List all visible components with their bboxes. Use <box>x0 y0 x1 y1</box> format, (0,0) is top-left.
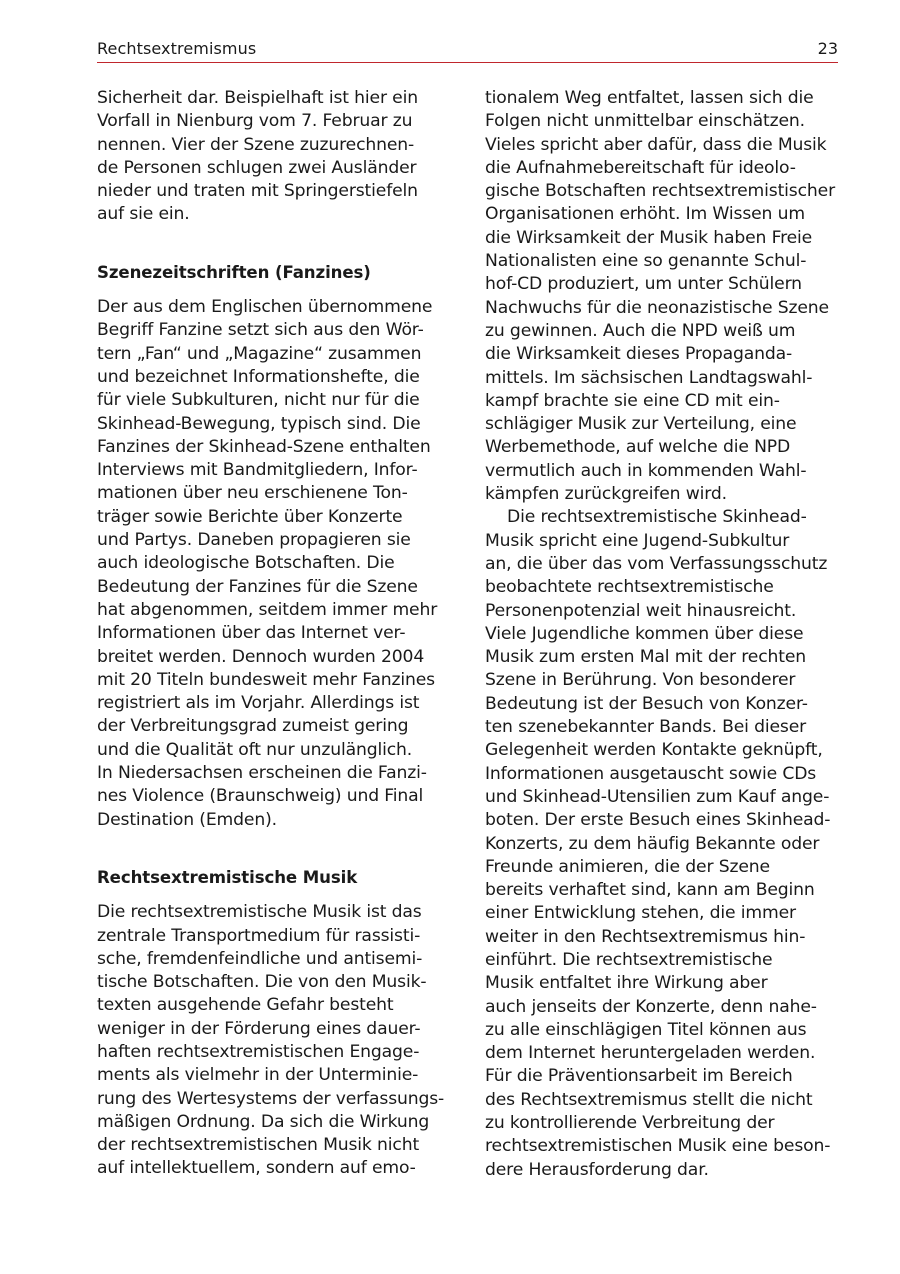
text-line: Informationen ausgetauscht sowie CDs <box>485 763 817 784</box>
text-line: haften rechtsextremistischen Engage- <box>97 1041 420 1062</box>
section-heading-music: Rechtsextremistische Musik <box>97 867 358 887</box>
page-number: 23 <box>817 39 838 58</box>
text-line: Die rechtsextremistische Skinhead- <box>507 507 807 528</box>
text-line: mittels. Im sächsischen Landtagswahl- <box>485 367 813 388</box>
text-line: zu gewinnen. Auch die NPD weiß um <box>485 320 796 341</box>
text-line: Begriff Fanzine setzt sich aus den Wör- <box>97 320 424 341</box>
text-line: der rechtsextremistischen Musik nicht <box>97 1135 420 1156</box>
text-line: Musik entfaltet ihre Wirkung aber <box>485 973 768 994</box>
text-line: weiter in den Rechtsextremismus hin- <box>485 926 806 947</box>
text-line: Nationalisten eine so genannte Schul- <box>485 251 807 272</box>
text-line: tionalem Weg entfaltet, lassen sich die <box>485 88 814 108</box>
text-line: hof-CD produziert, um unter Schülern <box>485 274 802 295</box>
text-line: bereits verhaftet sind, kann am Beginn <box>485 880 815 901</box>
text-line: kämpfen zurückgreifen wird. <box>485 484 727 505</box>
text-line: Für die Präventionsarbeit im Bereich <box>485 1066 793 1087</box>
text-line: Bedeutung ist der Besuch von Konzer- <box>485 693 808 714</box>
text-line: an, die über das vom Verfassungsschutz <box>485 553 828 574</box>
text-line: zu kontrollierende Verbreitung der <box>485 1113 775 1134</box>
text-line: In Niedersachsen erscheinen die Fanzi- <box>97 763 427 784</box>
text-line: registriert als im Vorjahr. Allerdings ist <box>97 693 420 714</box>
text-line: Interviews mit Bandmitgliedern, Infor- <box>97 460 418 481</box>
text-line: gische Botschaften rechtsextremistischer <box>485 181 835 202</box>
text-line: nes Violence (Braunschweig) und Final <box>97 786 424 807</box>
text-line: auf intellektuellem, sondern auf emo- <box>97 1158 416 1179</box>
text-line: Bedeutung der Fanzines für die Szene <box>97 576 418 597</box>
text-line: Musik zum ersten Mal mit der rechten <box>485 647 807 668</box>
text-line: Werbemethode, auf welche die NPD <box>485 437 791 458</box>
text-line: Informationen über das Internet ver- <box>97 623 406 644</box>
text-line: zentrale Transportmedium für rassisti- <box>97 925 421 946</box>
text-line: tische Botschaften. Die von den Musik- <box>97 972 427 993</box>
running-title: Rechtsextremismus <box>97 39 257 58</box>
left-column <box>97 87 457 1181</box>
text-line: und Partys. Daneben propagieren sie <box>97 530 411 551</box>
text-line: rung des Wertesystems der verfassungs- <box>97 1088 445 1109</box>
text-line: vermutlich auch in kommenden Wahl- <box>485 460 807 481</box>
text-line: rechtsextremistischen Musik eine beson- <box>485 1136 831 1157</box>
text-line: nieder und traten mit Springerstiefeln <box>97 181 418 202</box>
text-line: Organisationen erhöht. Im Wissen um <box>485 204 805 225</box>
text-line: Vorfall in Nienburg vom 7. Februar zu <box>97 111 413 132</box>
text-line: mit 20 Titeln bundesweit mehr Fanzines <box>97 669 435 690</box>
text-line: boten. Der erste Besuch eines Skinhead- <box>485 810 831 831</box>
text-line: einer Entwicklung stehen, die immer <box>485 903 796 924</box>
right-column <box>485 87 845 1182</box>
text-line: und Skinhead-Utensilien zum Kauf ange- <box>485 786 830 807</box>
text-line: Die rechtsextremistische Musik ist das <box>97 902 422 923</box>
text-line: Viele Jugendliche kommen über diese <box>485 623 804 644</box>
text-line: texten ausgehende Gefahr besteht <box>97 995 394 1016</box>
text-line: sche, fremdenfeindliche und antisemi- <box>97 948 423 969</box>
skinhead-music-paragraph <box>485 506 845 1182</box>
text-line: Gelegenheit werden Kontakte geknüpft, <box>485 740 823 761</box>
text-line: dem Internet heruntergeladen werden. <box>485 1043 816 1064</box>
text-line: träger sowie Berichte über Konzerte <box>97 506 403 527</box>
text-line: de Personen schlugen zwei Ausländer <box>97 157 417 178</box>
text-line: schlägiger Musik zur Verteilung, eine <box>485 414 797 435</box>
text-line: Sicherheit dar. Beispielhaft ist hier ein <box>97 88 418 108</box>
text-line: Konzerts, zu dem häufig Bekannte oder <box>485 833 820 854</box>
text-line: ments als vielmehr in der Unterminie- <box>97 1065 419 1086</box>
text-line: dere Herausforderung dar. <box>485 1159 709 1180</box>
text-line: die Wirksamkeit der Musik haben Freie <box>485 227 813 248</box>
text-line: die Aufnahmebereitschaft für ideolo- <box>485 157 796 178</box>
text-line: einführt. Die rechtsextremistische <box>485 949 773 970</box>
text-line: Vieles spricht aber dafür, dass die Musik <box>485 134 827 155</box>
text-line: weniger in der Förderung eines dauer- <box>97 1018 421 1039</box>
text-line: zu alle einschlägigen Titel können aus <box>485 1019 807 1040</box>
text-line: breitet werden. Dennoch wurden 2004 <box>97 646 425 667</box>
text-line: Fanzines der Skinhead-Szene enthalten <box>97 436 431 457</box>
fanzines-paragraph <box>97 296 457 832</box>
text-line: Szene in Berührung. Von besonderer <box>485 670 796 691</box>
text-line: Musik spricht eine Jugend-Subkultur <box>485 530 790 551</box>
text-line: nennen. Vier der Szene zuzurechnen- <box>97 134 415 155</box>
text-line: auch jenseits der Konzerte, denn nahe- <box>485 996 817 1017</box>
section-heading-fanzines: Szenezeitschriften (Fanzines) <box>97 262 371 282</box>
text-line: beobachtete rechtsextremistische <box>485 577 774 598</box>
text-line: mäßigen Ordnung. Da sich die Wirkung <box>97 1111 430 1132</box>
text-line: hat abgenommen, seitdem immer mehr <box>97 599 438 620</box>
text-line: auch ideologische Botschaften. Die <box>97 553 395 574</box>
text-line: und die Qualität oft nur unzulänglich. <box>97 739 413 760</box>
text-line: auf sie ein. <box>97 204 190 225</box>
music-continued-paragraph <box>485 87 845 506</box>
text-line: Der aus dem Englischen übernommene <box>97 297 433 318</box>
page-header <box>97 38 838 63</box>
text-line: des Rechtsextremismus stellt die nicht <box>485 1089 813 1110</box>
intro-paragraph <box>97 87 457 227</box>
text-line: ten szenebekannter Bands. Bei dieser <box>485 717 807 738</box>
text-line: Freunde animieren, die der Szene <box>485 856 770 877</box>
text-line: Nachwuchs für die neonazistische Szene <box>485 297 829 318</box>
text-line: die Wirksamkeit dieses Propaganda- <box>485 344 793 365</box>
text-line: Destination (Emden). <box>97 809 277 830</box>
text-line: Folgen nicht unmittelbar einschätzen. <box>485 111 805 132</box>
text-line: der Verbreitungsgrad zumeist gering <box>97 716 409 737</box>
text-line: tern „Fan“ und „Magazine“ zusammen <box>97 343 422 364</box>
text-line: und bezeichnet Informationshefte, die <box>97 366 420 387</box>
text-line: für viele Subkulturen, nicht nur für die <box>97 390 420 411</box>
text-line: Personenpotenzial weit hinausreicht. <box>485 600 797 621</box>
text-line: Skinhead-Bewegung, typisch sind. Die <box>97 413 421 434</box>
music-paragraph <box>97 901 457 1181</box>
text-line: mationen über neu erschienene Ton- <box>97 483 408 504</box>
text-line: kampf brachte sie eine CD mit ein- <box>485 390 780 411</box>
